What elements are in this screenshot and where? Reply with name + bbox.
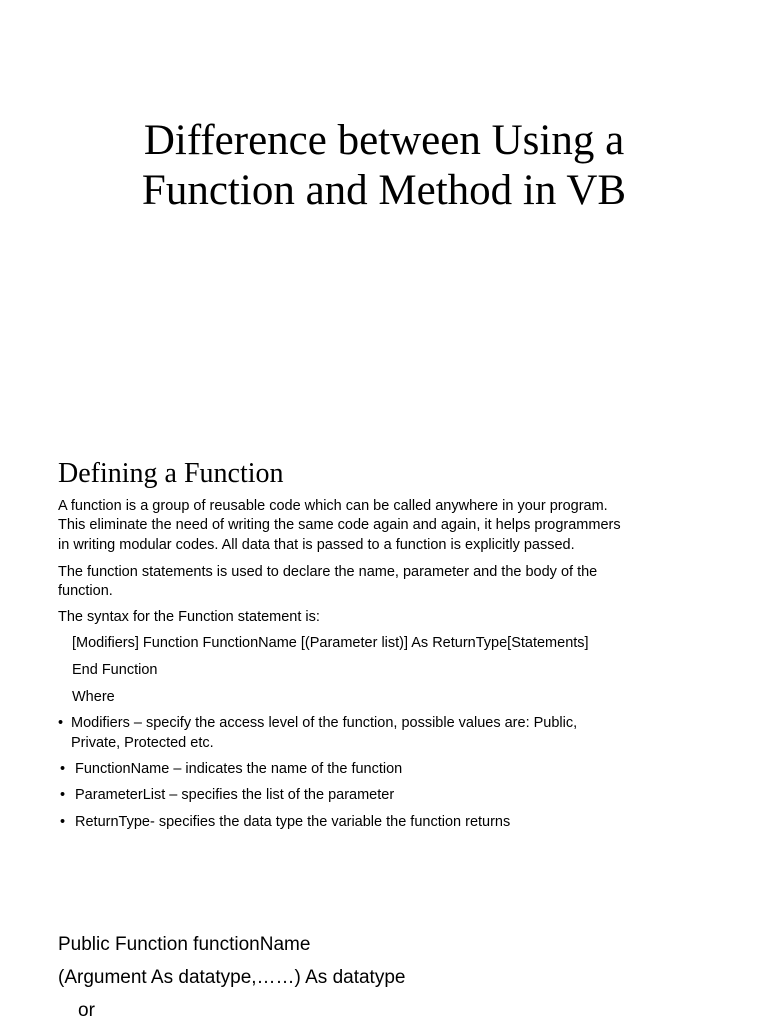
title-line-1: Difference between Using a bbox=[143, 117, 625, 164]
statement-line-2: function. bbox=[58, 583, 113, 599]
where-line: Where bbox=[72, 689, 115, 705]
bullet-returntype: ReturnType- specifies the data type the variable the function returns bbox=[75, 814, 511, 830]
intro-line-2: This eliminate the need of writing the same code again and again, it helps programmers bbox=[58, 517, 621, 533]
bullet-parameterlist: ParameterList – specifies the list of the parameter bbox=[75, 787, 395, 803]
example-line-3: or bbox=[78, 1000, 95, 1021]
intro-line-1: A function is a group of reusable code which can be called anywhere in your program. bbox=[58, 498, 608, 514]
bullet-dot: • bbox=[58, 715, 64, 731]
slide-title bbox=[0, 116, 768, 216]
intro-line-3: in writing modular codes. All data that is passed to a function is explicitly passed. bbox=[58, 537, 575, 553]
example-line-2: (Argument As datatype,……) As datatype bbox=[58, 967, 406, 988]
end-function-line: End Function bbox=[72, 662, 158, 678]
bullet-modifiers-line-1: Modifiers – specify the access level of the function, possible values are: Public, bbox=[71, 715, 578, 731]
bullet-dot: • bbox=[60, 814, 66, 830]
bullet-modifiers-line-2: Private, Protected etc. bbox=[71, 735, 214, 751]
bullet-dot: • bbox=[60, 787, 66, 803]
title-line-2: Function and Method in VB bbox=[141, 167, 627, 214]
bullet-dot: • bbox=[60, 761, 66, 777]
section-heading: Defining a Function bbox=[58, 458, 284, 489]
statement-line-1: The function statements is used to declare the name, parameter and the body of the bbox=[58, 564, 598, 580]
syntax-intro: The syntax for the Function statement is: bbox=[58, 609, 320, 625]
example-line-1: Public Function functionName bbox=[58, 934, 311, 955]
syntax-line: [Modifiers] Function FunctionName [(Parameter list)] As ReturnType[Statements] bbox=[72, 635, 589, 651]
bullet-functionname: FunctionName – indicates the name of the function bbox=[75, 761, 403, 777]
